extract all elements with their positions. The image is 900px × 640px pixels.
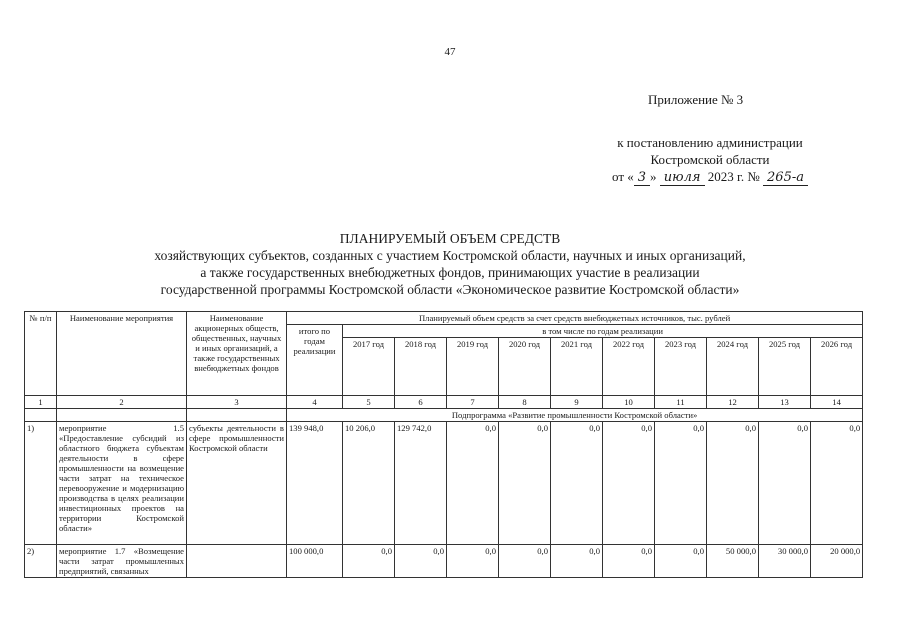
document-title: [70, 230, 830, 298]
row-total: 139 948,0: [287, 422, 343, 545]
header-total: итого по годам реализации: [287, 325, 343, 396]
decree-from: от «: [612, 169, 634, 184]
title-line-4: государственной программы Костромской области «Экономическое развитие Костромской области»: [160, 282, 740, 297]
decree-reference: [560, 134, 860, 186]
column-number: 14: [811, 396, 863, 409]
year-header: 2025 год: [759, 338, 811, 396]
row-value: 0,0: [395, 545, 447, 578]
header-name: Наименование мероприятия: [57, 312, 187, 396]
title-line-1: ПЛАНИРУЕМЫЙ ОБЪЕМ СРЕДСТВ: [339, 231, 561, 246]
row-value: 0,0: [759, 422, 811, 545]
row-org: [187, 545, 287, 578]
decree-line-1: к постановлению администрации: [617, 135, 803, 150]
year-header: 2017 год: [343, 338, 395, 396]
header-num: № п/п: [25, 312, 57, 396]
row-value: 50 000,0: [707, 545, 759, 578]
decree-date-line: [560, 168, 860, 186]
row-num: 2): [25, 545, 57, 578]
decree-day: 3: [634, 170, 650, 186]
row-value: 0,0: [499, 422, 551, 545]
column-number: 10: [603, 396, 655, 409]
column-number: 5: [343, 396, 395, 409]
column-number: 1: [25, 396, 57, 409]
table-row: [25, 545, 863, 578]
subprogram-title: Подпрограмма «Развитие промышленности Костромской области»: [287, 409, 863, 422]
row-name: мероприятие 1.7 «Возмещение части затрат промышленных предприятий, связанных: [57, 545, 187, 578]
year-header: 2021 год: [551, 338, 603, 396]
row-total: 100 000,0: [287, 545, 343, 578]
header-planned: Планируемый объем средств за счет средств внебюджетных источников, тыс. рублей: [287, 312, 863, 325]
row-value: 0,0: [603, 545, 655, 578]
column-number: 9: [551, 396, 603, 409]
page-number: 47: [444, 46, 456, 58]
column-number: 11: [655, 396, 707, 409]
row-value: 10 206,0: [343, 422, 395, 545]
decree-line-2: Костромской области: [650, 152, 770, 167]
column-number: 3: [187, 396, 287, 409]
decree-month: июля: [660, 170, 705, 186]
column-number: 4: [287, 396, 343, 409]
row-value: 0,0: [447, 422, 499, 545]
row-value: 0,0: [447, 545, 499, 578]
decree-quote: »: [650, 169, 657, 184]
row-value: 0,0: [655, 545, 707, 578]
year-header: 2023 год: [655, 338, 707, 396]
row-value: 0,0: [551, 545, 603, 578]
row-value: 0,0: [551, 422, 603, 545]
year-header: 2019 год: [447, 338, 499, 396]
title-line-3: а также государственных внебюджетных фондов, принимающих участие в реализации: [200, 265, 700, 280]
column-number: 8: [499, 396, 551, 409]
header-years: в том числе по годам реализации: [343, 325, 863, 338]
row-num: 1): [25, 422, 57, 545]
title-line-2: хозяйствующих субъектов, созданных с участием Костромской области, научных и иных организаций,: [154, 248, 746, 263]
row-value: 30 000,0: [759, 545, 811, 578]
column-number: 12: [707, 396, 759, 409]
row-value: 0,0: [707, 422, 759, 545]
row-value: 0,0: [655, 422, 707, 545]
year-header: 2024 год: [707, 338, 759, 396]
funding-table: [24, 311, 863, 578]
column-number: 13: [759, 396, 811, 409]
row-value: 129 742,0: [395, 422, 447, 545]
year-header: 2026 год: [811, 338, 863, 396]
year-header: 2020 год: [499, 338, 551, 396]
year-header: 2018 год: [395, 338, 447, 396]
table-row: [25, 422, 863, 545]
appendix-label: Приложение № 3: [648, 92, 744, 107]
row-value: 20 000,0: [811, 545, 863, 578]
column-number: 6: [395, 396, 447, 409]
row-value: 0,0: [811, 422, 863, 545]
row-value: 0,0: [499, 545, 551, 578]
column-number: 2: [57, 396, 187, 409]
row-name: мероприятие 1.5 «Предоставление субсидий из областного бюджета субъектам деятельности в сфере промышленности на возмещение части затрат на техническое перевооружение и модернизацию производства в целях реализации инвестиционных проектов на территории Костромской области»: [57, 422, 187, 545]
row-value: 0,0: [603, 422, 655, 545]
row-value: 0,0: [343, 545, 395, 578]
row-org: субъекты деятельности в сфере промышленности Костромской области: [187, 422, 287, 545]
column-number: 7: [447, 396, 499, 409]
header-org: Наименование акционерных обществ, общественных, научных и иных организаций, а также государственных внебюджетных фондов: [187, 312, 287, 396]
decree-year: 2023 г. №: [707, 169, 760, 184]
decree-number: 265-а: [763, 170, 808, 186]
year-header: 2022 год: [603, 338, 655, 396]
